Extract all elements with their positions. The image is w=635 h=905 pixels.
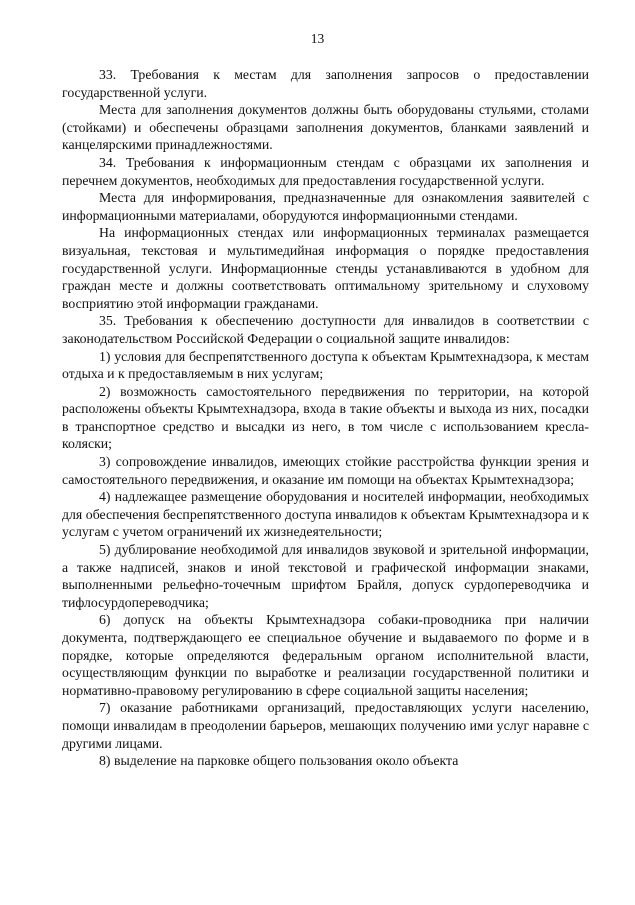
page-number: 13 [310, 31, 325, 46]
list-item-1: 1) условия для беспрепятственного доступа к объектам Крымтехнадзора, к местам отдыха и к предоставляемым в них услугам; [62, 348, 589, 382]
list-item-2: 2) возможность самостоятельного передвижения по территории, на которой расположены объекты Крымтехнадзора, входа в такие объекты и выхода из них, посадки в транспортное средство и высадки из него, в том числе с использованием кресла-коляски; [62, 383, 589, 452]
paragraph-info-places: Места для информирования, предназначенные для ознакомления заявителей с информационными материалами, оборудуются информационными стендами. [62, 190, 589, 223]
document-body [62, 66, 589, 770]
paragraph-info-stands: На информационных стендах или информационных терминалах размещается визуальная, текстовая и мультимедийная информация о порядке предоставления государственной услуги. Информационные стенды устанавливаются в удобном для граждан месте и должны соответствовать оптимальному зрительному и слуховому восприятию этой информации гражданами. [62, 225, 589, 311]
list-item-7: 7) оказание работниками организаций, предоставляющих услуги населению, помощи инвалидам в преодолении барьеров, мешающих получению ими услуг наравне с другими лицами. [62, 700, 589, 751]
paragraph-34-heading: 34. Требования к информационным стендам с образцами их заполнения и перечнем документов, необходимых для предоставления государственной услуги. [62, 154, 589, 188]
list-item-8: 8) выделение на парковке общего пользования около объекта [99, 753, 459, 769]
list-item-3: 3) сопровождение инвалидов, имеющих стойкие расстройства функции зрения и самостоятельного передвижения, и оказание им помощи на объектах Крымтехнадзора; [62, 454, 589, 487]
list-item-5: 5) дублирование необходимой для инвалидов звуковой и зрительной информации, а также надписей, знаков и иной текстовой и графической информации знаками, выполненными рельефно-точечным шрифтом Брайля, допуск сурдопереводчика и тифлосурдопереводчика; [62, 542, 589, 610]
paragraph-filling-places: Места для заполнения документов должны быть оборудованы стульями, столами (стойками) и обеспечены образцами заполнения документов, бланками заявлений и канцелярскими принадлежностями. [62, 102, 589, 153]
paragraph-35-heading: 35. Требования к обеспечению доступности для инвалидов в соответствии с законодательством Российской Федерации о социальной защите инвалидов: [62, 313, 589, 346]
list-item-4: 4) надлежащее размещение оборудования и носителей информации, необходимых для обеспечения беспрепятственного доступа инвалидов к объектам Крымтехнадзора и к услугам с учетом ограничений их жизнедеятельности; [62, 489, 589, 540]
paragraph-33-heading: 33. Требования к местам для заполнения запросов о предоставлении государственной услуги. [62, 67, 589, 100]
list-item-6: 6) допуск на объекты Крымтехнадзора собаки-проводника при наличии документа, подтверждающего ее специальное обучение и выдаваемого по форме и в порядке, которые определяются федеральным органом исполнительной власти, осуществляющим функции по выработке и реализации государственной политики и нормативно-правовому регулированию в сфере социальной защиты населения; [62, 612, 589, 698]
